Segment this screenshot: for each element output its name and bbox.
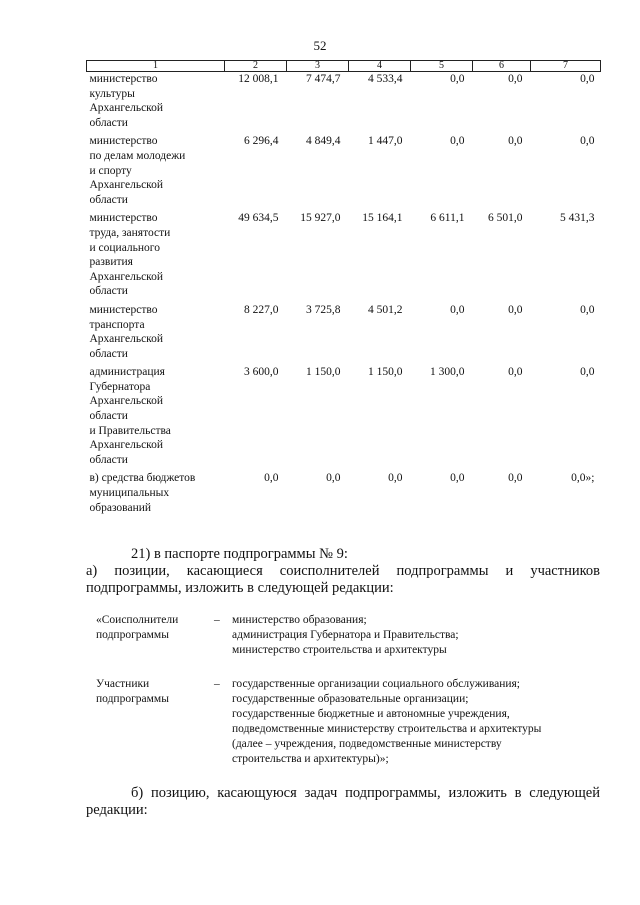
table-cell: 6 501,0	[488, 212, 523, 225]
table-cell: 7 474,7	[306, 73, 341, 85]
table-cell: 0,0	[264, 472, 279, 485]
table-cell: 0,0	[508, 472, 523, 485]
row-label	[87, 471, 225, 519]
column-header: 2	[225, 61, 287, 72]
table-cell: 0,0	[508, 73, 523, 85]
row-label-line: культуры	[89, 87, 135, 100]
table-cell: 4 501,2	[368, 303, 403, 316]
page-number: 52	[313, 38, 327, 53]
row-label-line: развития	[89, 256, 133, 269]
table-cell: 12 008,1	[238, 73, 279, 85]
paragraph-a-line1: а) позиции, касающиеся соисполнителей подпрограммы и участников	[86, 563, 600, 579]
row-label-line: Архангельской	[89, 270, 164, 283]
table-header-row	[87, 61, 601, 72]
table-cell: 3 725,8	[306, 303, 341, 316]
row-label-line: министерство	[89, 73, 158, 85]
row-label-line: Губернатора	[89, 380, 151, 393]
table-cell: 0,0	[450, 73, 465, 85]
table-cell: 15 164,1	[362, 212, 403, 225]
row-label-line: и социального	[89, 241, 160, 254]
row-label-line: труда, занятости	[89, 226, 171, 239]
passport-values: министерство образования; администрация Губернатора и Правительства; министерство строительства и архитектуры	[232, 614, 459, 656]
table-cell: 0,0	[508, 135, 523, 148]
row-label-line: администрация	[89, 366, 165, 379]
table-row	[87, 134, 601, 211]
row-label-line: области	[89, 453, 128, 466]
table-row	[87, 471, 601, 519]
column-header: 7	[531, 61, 601, 72]
row-label-line: области	[89, 116, 128, 129]
table-cell: 5 431,3	[560, 212, 595, 225]
passport-label: Участники подпрограммы	[96, 678, 169, 705]
table-row	[87, 211, 601, 303]
paragraph-b-line1: б) позицию, касающуюся задач подпрограммы, изложить в следующей	[131, 785, 600, 801]
table-cell: 4 849,4	[306, 135, 341, 148]
table-cell: 1 150,0	[368, 366, 403, 379]
row-label-line: министерство	[89, 303, 158, 316]
table-cell: 0,0	[508, 366, 523, 379]
passport-dash: –	[214, 678, 220, 690]
row-label-line: и Правительства	[89, 424, 171, 437]
column-header: 3	[287, 61, 349, 72]
passport-dash: –	[214, 614, 220, 626]
column-header: 6	[473, 61, 531, 72]
row-label-line: транспорта	[89, 318, 145, 331]
table-cell: 4 533,4	[368, 73, 403, 85]
row-label-line: муниципальных	[89, 487, 170, 500]
passport-values: государственные организации социального обслуживания; государственные образовательные организации; государственные бюджетные и автономные учреждения, подведомственные министерству строительства и архитектуры (далее – учреждения, подведомственные министерству строительства и архитектуры)»;	[232, 678, 542, 765]
table-cell: 0,0»;	[571, 472, 595, 485]
table-cell: 0,0	[580, 366, 595, 379]
table-cell: 8 227,0	[244, 303, 279, 316]
column-header: 5	[411, 61, 473, 72]
row-label-line: в) средства бюджетов	[89, 472, 196, 485]
row-label-line: Архангельской	[89, 333, 164, 346]
row-label	[87, 211, 225, 303]
table-cell: 1 447,0	[368, 135, 403, 148]
table-cell: 0,0	[388, 472, 403, 485]
table-cell: 0,0	[450, 303, 465, 316]
table-cell: 0,0	[326, 472, 341, 485]
row-label-line: и спорту	[89, 164, 132, 177]
table-cell: 6 611,1	[430, 212, 465, 225]
row-label-line: министерство	[89, 135, 158, 148]
row-label-line: Архангельской	[89, 439, 164, 452]
table-cell: 1 300,0	[430, 366, 465, 379]
table-cell: 6 296,4	[244, 135, 279, 148]
table-body	[87, 72, 601, 520]
column-header: 4	[349, 61, 411, 72]
row-label-line: области	[89, 410, 128, 423]
row-label-line: области	[89, 193, 128, 206]
table-cell: 0,0	[580, 303, 595, 316]
row-label-line: Архангельской	[89, 179, 164, 192]
table-row	[87, 365, 601, 471]
table-cell: 1 150,0	[306, 366, 341, 379]
table-cell: 0,0	[580, 73, 595, 85]
table-cell: 0,0	[450, 135, 465, 148]
passport-label: «Соисполнители подпрограммы	[96, 614, 179, 641]
row-label-line: министерство	[89, 212, 158, 225]
table-cell: 0,0	[508, 303, 523, 316]
table-row	[87, 72, 601, 135]
table-cell: 49 634,5	[238, 212, 279, 225]
row-label	[87, 134, 225, 211]
row-label-line: Архангельской	[89, 102, 164, 115]
budget-table	[86, 60, 601, 519]
row-label-line: области	[89, 347, 128, 360]
row-label	[87, 72, 225, 135]
row-label-line: образований	[89, 501, 152, 514]
table-cell: 15 927,0	[300, 212, 341, 225]
table-row	[87, 303, 601, 365]
paragraph-b-line2: редакции:	[86, 802, 148, 818]
row-label	[87, 303, 225, 365]
column-header: 1	[87, 61, 225, 72]
row-label-line: по делам молодежи	[89, 149, 186, 162]
row-label-line: области	[89, 285, 128, 298]
row-label-line: Архангельской	[89, 395, 164, 408]
table-cell: 3 600,0	[244, 366, 279, 379]
item-21-heading: 21) в паспорте подпрограммы № 9:	[131, 546, 348, 562]
table-cell: 0,0	[450, 472, 465, 485]
row-label	[87, 365, 225, 471]
table-cell: 0,0	[580, 135, 595, 148]
paragraph-a-line2: подпрограммы, изложить в следующей редакции:	[86, 580, 394, 596]
